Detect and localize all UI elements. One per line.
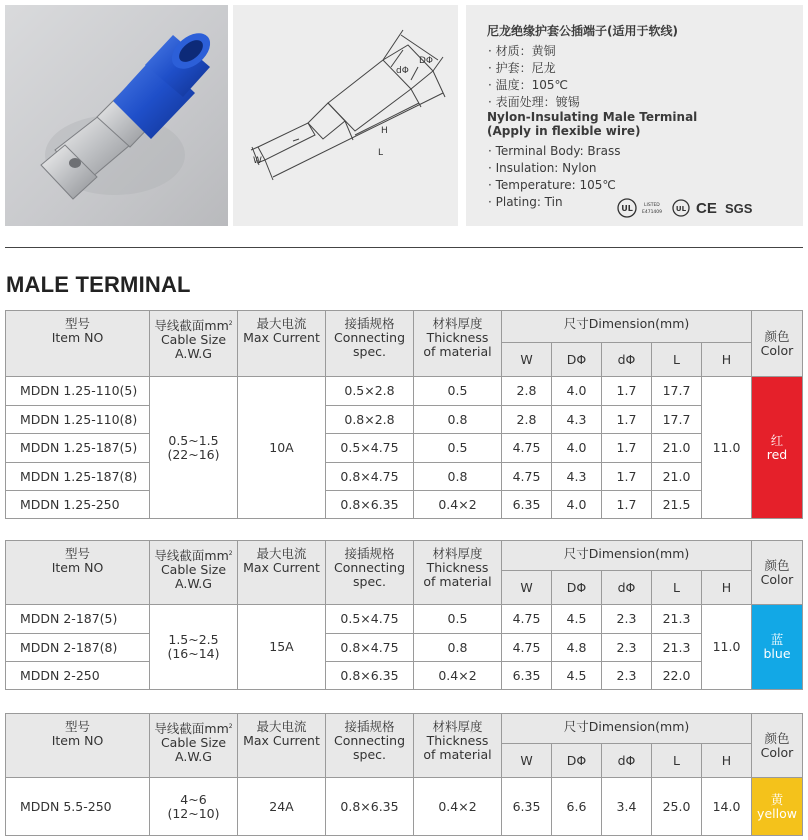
- dim-h-cell: 11.0: [702, 377, 752, 519]
- dim-w: 6.35: [502, 778, 552, 836]
- spec-title-en: Nylon-Insulating Male Terminal: [487, 110, 698, 124]
- terminal-table-yellow: [5, 713, 803, 836]
- header-item: 型号 Item NO: [6, 541, 150, 605]
- terminal-line-drawing: [233, 5, 458, 226]
- header-item: 型号 Item NO: [6, 714, 150, 778]
- connecting-spec: 0.8×6.35: [326, 778, 414, 836]
- dim-outer-diameter: 4.8: [552, 634, 602, 662]
- header-outer-diameter: DΦ: [552, 744, 602, 778]
- label-H: H: [381, 126, 388, 136]
- header-max-current: 最大电流 Max Current: [238, 311, 326, 377]
- table-row: [6, 778, 803, 836]
- thickness: 0.8: [414, 406, 502, 434]
- dim-w: 4.75: [502, 463, 552, 491]
- spec-item-en: · Terminal Body: Brass: [488, 144, 621, 158]
- header-connecting-spec: 接插规格 Connecting spec.: [326, 311, 414, 377]
- header-w: W: [502, 744, 552, 778]
- spec-item-cn: · 护套：尼龙: [488, 61, 556, 75]
- spec-item-cn: · 温度：105℃: [488, 78, 569, 92]
- spec-item-en: · Insulation: Nylon: [488, 161, 597, 175]
- header-connecting-spec: 接插规格 Connecting spec.: [326, 541, 414, 605]
- item-no: MDDN 1.25-187(8): [6, 463, 150, 491]
- item-no: MDDN 1.25-187(5): [6, 434, 150, 463]
- table-row: [6, 634, 803, 662]
- dim-l: 21.3: [652, 605, 702, 634]
- spec-item-cn: · 材质：黄铜: [488, 44, 556, 58]
- thickness: 0.8: [414, 634, 502, 662]
- spec-item-en: · Temperature: 105℃: [488, 178, 616, 192]
- header-h: H: [702, 343, 752, 377]
- item-no: MDDN 1.25-110(5): [6, 377, 150, 406]
- color-swatch-red: 红 red: [752, 377, 803, 519]
- header-cable-size: 导线截面$mm^2$ Cable Size A.W.G: [150, 311, 238, 377]
- header-color: 颜色 Color: [752, 714, 803, 778]
- dim-inner-diameter: 1.7: [602, 377, 652, 406]
- connecting-spec: 0.8×6.35: [326, 662, 414, 690]
- cable-size-cell: 1.5~2.5 (16~14): [150, 605, 238, 690]
- cable-size-cell: 4~6 (12~10): [150, 778, 238, 836]
- dim-outer-diameter: 4.0: [552, 377, 602, 406]
- dim-l: 21.0: [652, 463, 702, 491]
- sgs-mark: SGS: [725, 201, 753, 216]
- product-photo: [5, 5, 228, 226]
- header-dimension: 尺寸Dimension(mm): [502, 311, 752, 343]
- connecting-spec: 0.8×4.75: [326, 634, 414, 662]
- header-inner-diameter: dΦ: [602, 343, 652, 377]
- spec-title-cn: 尼龙绝缘护套公插端子(适用于软线): [487, 24, 678, 38]
- dimension-drawing: [233, 5, 458, 226]
- connecting-spec: 0.8×4.75: [326, 463, 414, 491]
- label-W: W: [253, 156, 262, 166]
- label-d: dΦ: [396, 66, 409, 76]
- dim-l: 17.7: [652, 406, 702, 434]
- max-current-cell: 24A: [238, 778, 326, 836]
- header-inner-diameter: dΦ: [602, 571, 652, 605]
- spec-item-en: · Plating: Tin: [488, 195, 563, 209]
- table-row: [6, 434, 803, 463]
- header-color: 颜色 Color: [752, 311, 803, 377]
- listed-text: LISTED: [644, 203, 660, 208]
- connecting-spec: 0.5×4.75: [326, 605, 414, 634]
- dim-outer-diameter: 6.6: [552, 778, 602, 836]
- dim-w: 6.35: [502, 662, 552, 690]
- dim-w: 4.75: [502, 634, 552, 662]
- dim-inner-diameter: 3.4: [602, 778, 652, 836]
- dim-l: 22.0: [652, 662, 702, 690]
- dim-l: 21.5: [652, 491, 702, 519]
- ul-logo-text: UL: [621, 204, 633, 213]
- max-current-cell: 10A: [238, 377, 326, 519]
- label-D: DΦ: [419, 56, 434, 66]
- header-h: H: [702, 571, 752, 605]
- dim-l: 21.0: [652, 434, 702, 463]
- item-no: MDDN 5.5-250: [6, 778, 150, 836]
- header-thickness: 材料厚度 Thickness of material: [414, 311, 502, 377]
- dim-w: 6.35: [502, 491, 552, 519]
- connecting-spec: 0.5×2.8: [326, 377, 414, 406]
- cul-logo-text: UL: [675, 205, 687, 213]
- terminal-table-blue: [5, 540, 803, 690]
- header-cable-size: 导线截面$mm^2$ Cable Size A.W.G: [150, 714, 238, 778]
- connecting-spec: 0.5×4.75: [326, 434, 414, 463]
- thickness: 0.5: [414, 605, 502, 634]
- header-l: L: [652, 744, 702, 778]
- header-w: W: [502, 571, 552, 605]
- header-max-current: 最大电流 Max Current: [238, 714, 326, 778]
- terminal-table-red: [5, 310, 803, 519]
- dim-w: 4.75: [502, 434, 552, 463]
- header-h: H: [702, 744, 752, 778]
- dim-outer-diameter: 4.0: [552, 491, 602, 519]
- color-swatch-yellow: 黄 yellow: [752, 778, 803, 836]
- header-w: W: [502, 343, 552, 377]
- header-item: 型号 Item NO: [6, 311, 150, 377]
- terminal-photo-illustration: [5, 5, 228, 226]
- header-dimension: 尺寸Dimension(mm): [502, 714, 752, 744]
- dim-outer-diameter: 4.0: [552, 434, 602, 463]
- dim-inner-diameter: 2.3: [602, 662, 652, 690]
- header-l: L: [652, 343, 702, 377]
- spec-item-cn: · 表面处理：镀锡: [488, 95, 580, 109]
- connecting-spec: 0.8×2.8: [326, 406, 414, 434]
- thickness: 0.4×2: [414, 491, 502, 519]
- dim-outer-diameter: 4.5: [552, 605, 602, 634]
- label-L: L: [378, 148, 384, 158]
- header-color: 颜色 Color: [752, 541, 803, 605]
- dim-w: 2.8: [502, 377, 552, 406]
- color-swatch-blue: 蓝 blue: [752, 605, 803, 690]
- dim-outer-diameter: 4.3: [552, 463, 602, 491]
- listed-number: E471409: [642, 210, 663, 215]
- table-row: [6, 491, 803, 519]
- item-no: MDDN 2-187(8): [6, 634, 150, 662]
- dim-l: 17.7: [652, 377, 702, 406]
- header-dimension: 尺寸Dimension(mm): [502, 541, 752, 571]
- dim-outer-diameter: 4.3: [552, 406, 602, 434]
- dim-w: 2.8: [502, 406, 552, 434]
- table-row: [6, 605, 803, 634]
- item-no: MDDN 2-250: [6, 662, 150, 690]
- page-title: MALE TERMINAL: [6, 272, 191, 297]
- header-l: L: [652, 571, 702, 605]
- cable-size-cell: 0.5~1.5 (22~16): [150, 377, 238, 519]
- thickness: 0.5: [414, 377, 502, 406]
- header-cable-size: 导线截面$mm^2$ Cable Size A.W.G: [150, 541, 238, 605]
- dim-outer-diameter: 4.5: [552, 662, 602, 690]
- item-no: MDDN 2-187(5): [6, 605, 150, 634]
- spec-subtitle-en: (Apply in flexible wire): [487, 124, 641, 138]
- dim-inner-diameter: 1.7: [602, 463, 652, 491]
- header-outer-diameter: DΦ: [552, 571, 602, 605]
- spec-panel: [466, 5, 803, 226]
- dim-inner-diameter: 2.3: [602, 634, 652, 662]
- dim-inner-diameter: 1.7: [602, 406, 652, 434]
- dim-w: 4.75: [502, 605, 552, 634]
- dim-inner-diameter: 1.7: [602, 491, 652, 519]
- dim-inner-diameter: 2.3: [602, 605, 652, 634]
- dim-l: 25.0: [652, 778, 702, 836]
- header-connecting-spec: 接插规格 Connecting spec.: [326, 714, 414, 778]
- table-row: [6, 377, 803, 406]
- table-row: [6, 662, 803, 690]
- dim-h-cell: 14.0: [702, 778, 752, 836]
- header-inner-diameter: dΦ: [602, 744, 652, 778]
- divider-line: [5, 247, 803, 248]
- table-row: [6, 463, 803, 491]
- ce-mark: CE: [696, 200, 717, 217]
- table-row: [6, 406, 803, 434]
- certification-logos: [616, 197, 791, 219]
- thickness: 0.4×2: [414, 662, 502, 690]
- dim-l: 21.3: [652, 634, 702, 662]
- max-current-cell: 15A: [238, 605, 326, 690]
- dim-inner-diameter: 1.7: [602, 434, 652, 463]
- item-no: MDDN 1.25-250: [6, 491, 150, 519]
- item-no: MDDN 1.25-110(8): [6, 406, 150, 434]
- thickness: 0.8: [414, 463, 502, 491]
- thickness: 0.5: [414, 434, 502, 463]
- header-outer-diameter: DΦ: [552, 343, 602, 377]
- thickness: 0.4×2: [414, 778, 502, 836]
- dim-h-cell: 11.0: [702, 605, 752, 690]
- connecting-spec: 0.8×6.35: [326, 491, 414, 519]
- header-max-current: 最大电流 Max Current: [238, 541, 326, 605]
- header-thickness: 材料厚度 Thickness of material: [414, 541, 502, 605]
- header-thickness: 材料厚度 Thickness of material: [414, 714, 502, 778]
